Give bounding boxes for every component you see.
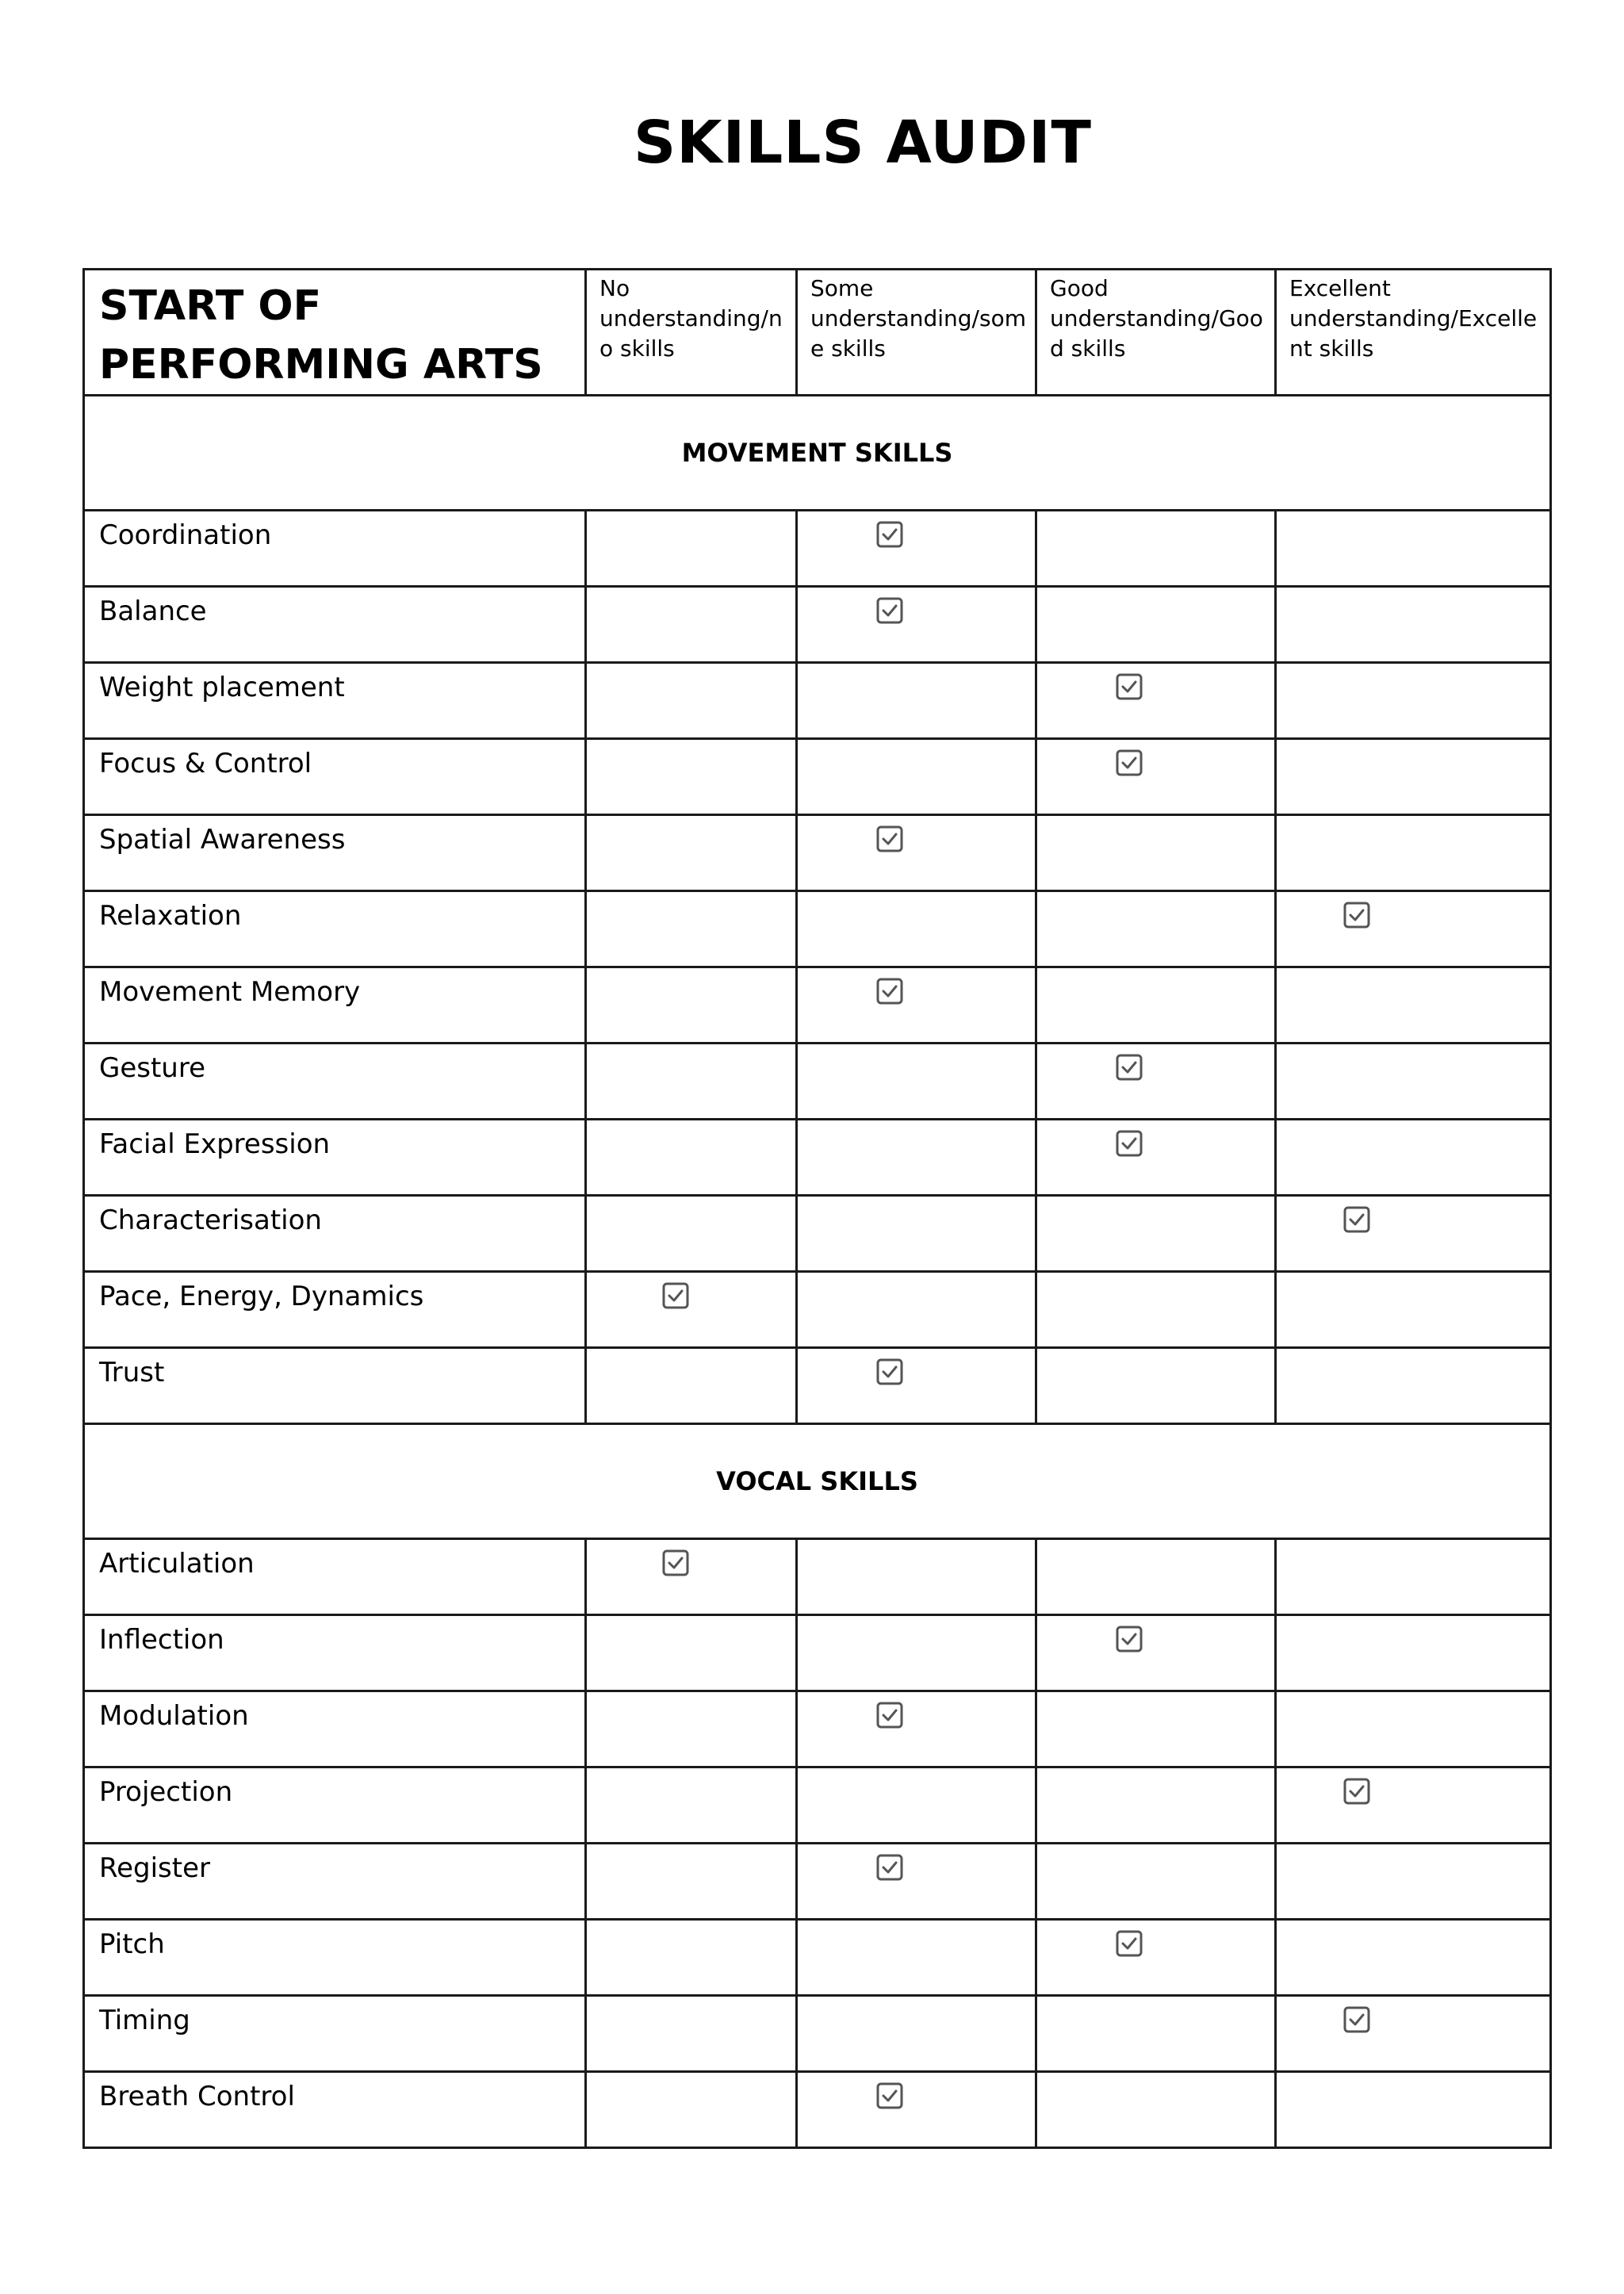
rating-cell-1[interactable] bbox=[586, 1844, 797, 1920]
rating-cell-3[interactable] bbox=[1036, 1767, 1276, 1844]
document-title: SKILLS AUDIT bbox=[633, 109, 1093, 177]
skill-row bbox=[84, 511, 1551, 587]
rating-cell-3[interactable] bbox=[1036, 1539, 1276, 1615]
rating-cell-2[interactable] bbox=[797, 1120, 1036, 1196]
header-row bbox=[84, 270, 1551, 396]
column-header-no-understanding: No understanding/no skills bbox=[586, 270, 797, 396]
section-title: VOCAL SKILLS bbox=[84, 1424, 1551, 1539]
rating-cell-2[interactable] bbox=[797, 1920, 1036, 1996]
rating-cell-4[interactable] bbox=[1276, 2072, 1551, 2148]
skill-row bbox=[84, 663, 1551, 739]
checked-box-icon bbox=[1115, 1053, 1143, 1082]
rating-cell-3[interactable] bbox=[1036, 1044, 1276, 1120]
skill-row bbox=[84, 587, 1551, 663]
checked-box-icon bbox=[875, 825, 904, 853]
section-header-row bbox=[84, 396, 1551, 511]
rating-cell-3[interactable] bbox=[1036, 663, 1276, 739]
rating-cell-2[interactable] bbox=[797, 1272, 1036, 1348]
skill-row bbox=[84, 1615, 1551, 1691]
rating-cell-3[interactable] bbox=[1036, 967, 1276, 1044]
header-title-line2: PERFORMING ARTS bbox=[99, 341, 543, 389]
column-header-good-understanding: Good understanding/Good skills bbox=[1036, 270, 1276, 396]
checked-box-icon bbox=[1342, 2005, 1371, 2034]
checked-box-icon bbox=[1115, 1129, 1143, 1158]
rating-cell-4[interactable] bbox=[1276, 1767, 1551, 1844]
rating-cell-1[interactable] bbox=[586, 1615, 797, 1691]
skill-name: Focus & Control bbox=[84, 739, 586, 815]
skill-row bbox=[84, 1691, 1551, 1767]
rating-cell-2[interactable] bbox=[797, 511, 1036, 587]
rating-cell-3[interactable] bbox=[1036, 1615, 1276, 1691]
rating-cell-4[interactable] bbox=[1276, 1272, 1551, 1348]
rating-cell-4[interactable] bbox=[1276, 663, 1551, 739]
rating-cell-4[interactable] bbox=[1276, 739, 1551, 815]
skill-name: Balance bbox=[84, 587, 586, 663]
rating-cell-2[interactable] bbox=[797, 891, 1036, 967]
skill-row bbox=[84, 1844, 1551, 1920]
checked-box-icon bbox=[1115, 1625, 1143, 1653]
rating-cell-2[interactable] bbox=[797, 1691, 1036, 1767]
rating-cell-4[interactable] bbox=[1276, 1844, 1551, 1920]
skill-row bbox=[84, 1996, 1551, 2072]
rating-cell-2[interactable] bbox=[797, 1767, 1036, 1844]
rating-cell-2[interactable] bbox=[797, 1996, 1036, 2072]
section-header-row bbox=[84, 1424, 1551, 1539]
skill-name: Trust bbox=[84, 1348, 586, 1424]
checked-box-icon bbox=[875, 1853, 904, 1882]
rating-cell-1[interactable] bbox=[586, 1920, 797, 1996]
checked-box-icon bbox=[875, 977, 904, 1005]
rating-cell-2[interactable] bbox=[797, 587, 1036, 663]
skill-name: Projection bbox=[84, 1767, 586, 1844]
skill-name: Characterisation bbox=[84, 1196, 586, 1272]
checked-box-icon bbox=[875, 520, 904, 549]
rating-cell-2[interactable] bbox=[797, 663, 1036, 739]
skill-name: Movement Memory bbox=[84, 967, 586, 1044]
rating-cell-4[interactable] bbox=[1276, 967, 1551, 1044]
rating-cell-2[interactable] bbox=[797, 1615, 1036, 1691]
rating-cell-4[interactable] bbox=[1276, 815, 1551, 891]
skill-name: Modulation bbox=[84, 1691, 586, 1767]
checked-box-icon bbox=[1342, 1777, 1371, 1806]
skill-row bbox=[84, 1196, 1551, 1272]
rating-cell-4[interactable] bbox=[1276, 1196, 1551, 1272]
checked-box-icon bbox=[875, 1701, 904, 1729]
skill-row bbox=[84, 815, 1551, 891]
rating-cell-2[interactable] bbox=[797, 1348, 1036, 1424]
skill-name: Pitch bbox=[84, 1920, 586, 1996]
skill-name: Register bbox=[84, 1844, 586, 1920]
rating-cell-3[interactable] bbox=[1036, 1920, 1276, 1996]
skill-row bbox=[84, 2072, 1551, 2148]
rating-cell-3[interactable] bbox=[1036, 587, 1276, 663]
skill-row bbox=[84, 1348, 1551, 1424]
column-header-excellent-understanding: Excellent understanding/Excellent skills bbox=[1276, 270, 1551, 396]
rating-cell-1[interactable] bbox=[586, 891, 797, 967]
rating-cell-4[interactable] bbox=[1276, 1920, 1551, 1996]
rating-cell-1[interactable] bbox=[586, 815, 797, 891]
skill-row bbox=[84, 967, 1551, 1044]
rating-cell-4[interactable] bbox=[1276, 1120, 1551, 1196]
rating-cell-1[interactable] bbox=[586, 1044, 797, 1120]
skill-row bbox=[84, 1767, 1551, 1844]
rating-cell-1[interactable] bbox=[586, 967, 797, 1044]
skill-row bbox=[84, 891, 1551, 967]
header-title-line1: START OF bbox=[99, 282, 322, 330]
rating-cell-3[interactable] bbox=[1036, 815, 1276, 891]
checked-box-icon bbox=[661, 1549, 690, 1577]
checked-box-icon bbox=[875, 596, 904, 625]
skill-name: Timing bbox=[84, 1996, 586, 2072]
skill-row bbox=[84, 1044, 1551, 1120]
skill-name: Pace, Energy, Dynamics bbox=[84, 1272, 586, 1348]
rating-cell-1[interactable] bbox=[586, 1691, 797, 1767]
checked-box-icon bbox=[1342, 1205, 1371, 1234]
skill-row bbox=[84, 1272, 1551, 1348]
skill-name: Coordination bbox=[84, 511, 586, 587]
rating-cell-3[interactable] bbox=[1036, 1348, 1276, 1424]
checked-box-icon bbox=[875, 2081, 904, 2110]
header-title-cell bbox=[84, 270, 586, 396]
rating-cell-2[interactable] bbox=[797, 2072, 1036, 2148]
checked-box-icon bbox=[875, 1358, 904, 1386]
rating-cell-2[interactable] bbox=[797, 739, 1036, 815]
rating-cell-1[interactable] bbox=[586, 511, 797, 587]
rating-cell-3[interactable] bbox=[1036, 739, 1276, 815]
rating-cell-1[interactable] bbox=[586, 1120, 797, 1196]
skill-row bbox=[84, 1539, 1551, 1615]
rating-cell-4[interactable] bbox=[1276, 1691, 1551, 1767]
skill-name: Spatial Awareness bbox=[84, 815, 586, 891]
rating-cell-3[interactable] bbox=[1036, 891, 1276, 967]
skill-name: Gesture bbox=[84, 1044, 586, 1120]
rating-cell-2[interactable] bbox=[797, 967, 1036, 1044]
rating-cell-3[interactable] bbox=[1036, 1272, 1276, 1348]
rating-cell-2[interactable] bbox=[797, 1044, 1036, 1120]
rating-cell-3[interactable] bbox=[1036, 1844, 1276, 1920]
rating-cell-1[interactable] bbox=[586, 587, 797, 663]
rating-cell-4[interactable] bbox=[1276, 891, 1551, 967]
rating-cell-4[interactable] bbox=[1276, 1615, 1551, 1691]
skill-row bbox=[84, 1120, 1551, 1196]
rating-cell-4[interactable] bbox=[1276, 1044, 1551, 1120]
skill-row bbox=[84, 1920, 1551, 1996]
rating-cell-2[interactable] bbox=[797, 815, 1036, 891]
checked-box-icon bbox=[1115, 1929, 1143, 1958]
rating-cell-4[interactable] bbox=[1276, 511, 1551, 587]
rating-cell-2[interactable] bbox=[797, 1196, 1036, 1272]
section-title: MOVEMENT SKILLS bbox=[84, 396, 1551, 511]
rating-cell-1[interactable] bbox=[586, 1196, 797, 1272]
rating-cell-4[interactable] bbox=[1276, 1348, 1551, 1424]
rating-cell-1[interactable] bbox=[586, 1539, 797, 1615]
skill-name: Breath Control bbox=[84, 2072, 586, 2148]
column-header-some-understanding: Some understanding/some skills bbox=[797, 270, 1036, 396]
skill-row bbox=[84, 739, 1551, 815]
rating-cell-3[interactable] bbox=[1036, 2072, 1276, 2148]
rating-cell-3[interactable] bbox=[1036, 1996, 1276, 2072]
checked-box-icon bbox=[1342, 901, 1371, 929]
checked-box-icon bbox=[1115, 749, 1143, 777]
rating-cell-3[interactable] bbox=[1036, 1120, 1276, 1196]
skills-audit-table bbox=[82, 268, 1552, 2149]
skill-name: Inflection bbox=[84, 1615, 586, 1691]
skill-name: Facial Expression bbox=[84, 1120, 586, 1196]
rating-cell-1[interactable] bbox=[586, 1272, 797, 1348]
rating-cell-1[interactable] bbox=[586, 663, 797, 739]
rating-cell-3[interactable] bbox=[1036, 1196, 1276, 1272]
rating-cell-1[interactable] bbox=[586, 2072, 797, 2148]
rating-cell-3[interactable] bbox=[1036, 511, 1276, 587]
skill-name: Articulation bbox=[84, 1539, 586, 1615]
checked-box-icon bbox=[1115, 672, 1143, 701]
skill-name: Relaxation bbox=[84, 891, 586, 967]
rating-cell-4[interactable] bbox=[1276, 587, 1551, 663]
rating-cell-1[interactable] bbox=[586, 739, 797, 815]
rating-cell-4[interactable] bbox=[1276, 1539, 1551, 1615]
rating-cell-1[interactable] bbox=[586, 1348, 797, 1424]
rating-cell-4[interactable] bbox=[1276, 1996, 1551, 2072]
checked-box-icon bbox=[661, 1281, 690, 1310]
rating-cell-1[interactable] bbox=[586, 1996, 797, 2072]
skill-name: Weight placement bbox=[84, 663, 586, 739]
rating-cell-3[interactable] bbox=[1036, 1691, 1276, 1767]
rating-cell-2[interactable] bbox=[797, 1539, 1036, 1615]
rating-cell-1[interactable] bbox=[586, 1767, 797, 1844]
rating-cell-2[interactable] bbox=[797, 1844, 1036, 1920]
